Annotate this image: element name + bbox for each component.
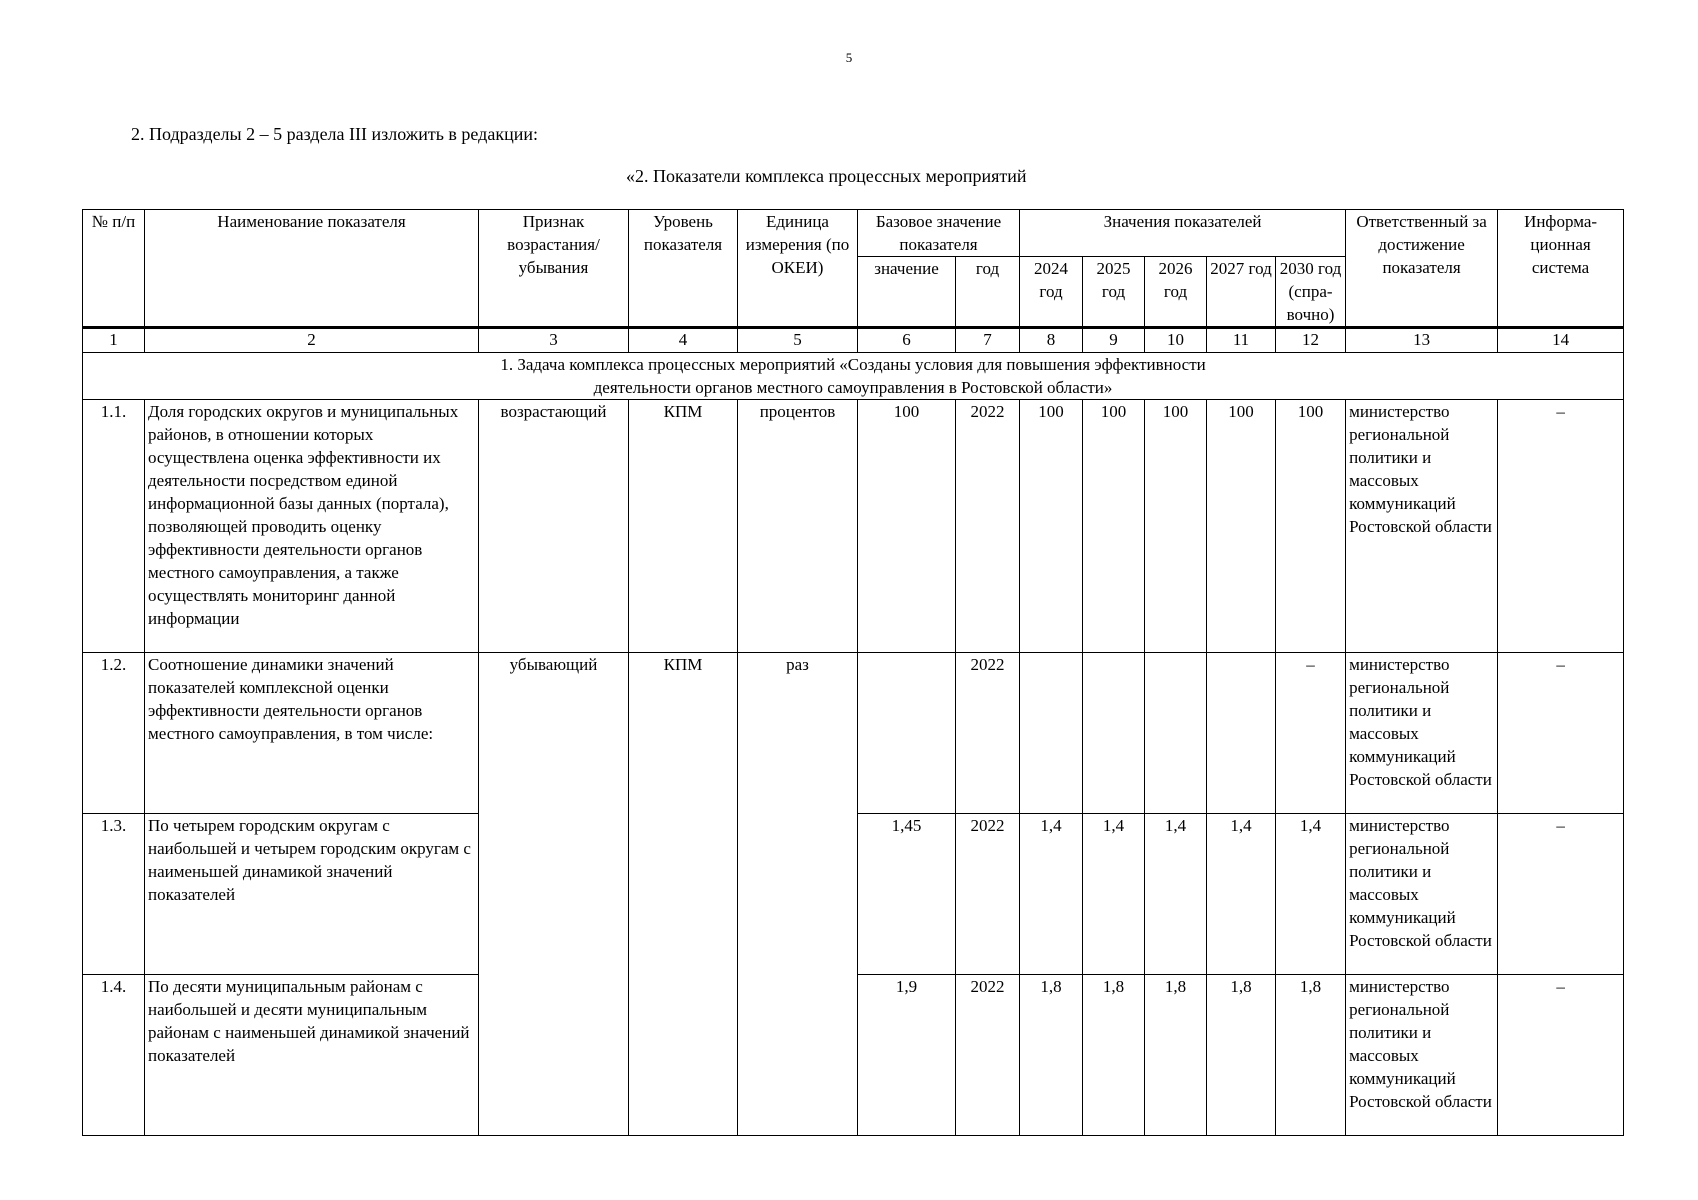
header-values: Значения показателей bbox=[1020, 210, 1346, 257]
row-responsible: министерство региональной политики и массовых коммуникаций Ростовской области bbox=[1346, 400, 1498, 653]
row-responsible: министерство региональной политики и массовых коммуникаций Ростовской области bbox=[1346, 814, 1498, 975]
row-value-2030: 100 bbox=[1276, 400, 1346, 653]
column-number: 14 bbox=[1498, 328, 1624, 353]
header-2024: 2024 год bbox=[1020, 257, 1083, 328]
column-number: 4 bbox=[629, 328, 738, 353]
header-2025: 2025 год bbox=[1083, 257, 1145, 328]
row-base-year: 2022 bbox=[956, 400, 1020, 653]
section-title: «2. Показатели комплекса процессных мероприятий bbox=[626, 166, 1027, 186]
header-responsible: Ответственный за достижение показателя bbox=[1346, 210, 1498, 328]
row-value-2027 bbox=[1207, 653, 1276, 814]
column-number: 1 bbox=[83, 328, 145, 353]
header-num: № п/п bbox=[83, 210, 145, 328]
row-value-2024: 100 bbox=[1020, 400, 1083, 653]
header-level: Уровень показателя bbox=[629, 210, 738, 328]
row-num: 1.4. bbox=[83, 975, 145, 1136]
row-base-year: 2022 bbox=[956, 653, 1020, 814]
row-system: – bbox=[1498, 653, 1624, 814]
row-level: КПМ bbox=[629, 653, 738, 1136]
row-value-2024 bbox=[1020, 653, 1083, 814]
table-row bbox=[83, 653, 1624, 814]
row-base-year: 2022 bbox=[956, 975, 1020, 1136]
row-value-2026 bbox=[1145, 653, 1207, 814]
header-unit: Единица измерения (по ОКЕИ) bbox=[738, 210, 858, 328]
header-system: Информа-ционная система bbox=[1498, 210, 1624, 328]
row-unit: раз bbox=[738, 653, 858, 1136]
column-numbers-row bbox=[83, 328, 1624, 353]
header-name: Наименование показателя bbox=[145, 210, 479, 328]
header-base: Базовое значение показателя bbox=[858, 210, 1020, 257]
row-name: Доля городских округов и муниципальных районов, в отношении которых осуществлена оценка эффективности их деятельности посредством единой информационной базы данных (портала), позволяющей проводить оценку эффективности деятельности органов местного самоуправления, а также осуществлять мониторинг данной информации bbox=[145, 400, 479, 653]
column-number: 13 bbox=[1346, 328, 1498, 353]
row-base-year: 2022 bbox=[956, 814, 1020, 975]
column-number: 9 bbox=[1083, 328, 1145, 353]
header-sign: Признак возрастания/ убывания bbox=[479, 210, 629, 328]
header-base-year: год bbox=[956, 257, 1020, 328]
header-2030: 2030 год (спра-вочно) bbox=[1276, 257, 1346, 328]
row-value-2024: 1,8 bbox=[1020, 975, 1083, 1136]
column-number: 10 bbox=[1145, 328, 1207, 353]
row-sign: возрастающий bbox=[479, 400, 629, 653]
row-value-2025: 100 bbox=[1083, 400, 1145, 653]
row-value-2027: 1,4 bbox=[1207, 814, 1276, 975]
row-name: По десяти муниципальным районам с наибольшей и десяти муниципальным районам с наименьшей динамикой значений показателей bbox=[145, 975, 479, 1136]
row-value-2026: 1,4 bbox=[1145, 814, 1207, 975]
row-value-2026: 1,8 bbox=[1145, 975, 1207, 1136]
column-number: 5 bbox=[738, 328, 858, 353]
column-number: 3 bbox=[479, 328, 629, 353]
task-title: 1. Задача комплекса процессных мероприятий «Созданы условия для повышения эффективности деятельности органов местного самоуправления в Ростовской области» bbox=[83, 353, 1624, 400]
row-num: 1.3. bbox=[83, 814, 145, 975]
row-responsible: министерство региональной политики и массовых коммуникаций Ростовской области bbox=[1346, 975, 1498, 1136]
row-value-2027: 100 bbox=[1207, 400, 1276, 653]
header-base-value: значение bbox=[858, 257, 956, 328]
task-row bbox=[83, 353, 1624, 400]
column-number: 11 bbox=[1207, 328, 1276, 353]
row-value-2025: 1,8 bbox=[1083, 975, 1145, 1136]
row-name: По четырем городским округам с наибольшей и четырем городским округам с наименьшей динамикой значений показателей bbox=[145, 814, 479, 975]
row-system: – bbox=[1498, 400, 1624, 653]
row-level: КПМ bbox=[629, 400, 738, 653]
column-number: 6 bbox=[858, 328, 956, 353]
row-value-2025 bbox=[1083, 653, 1145, 814]
row-unit: процентов bbox=[738, 400, 858, 653]
row-name: Соотношение динамики значений показателей комплексной оценки эффективности деятельности органов местного самоуправления, в том числе: bbox=[145, 653, 479, 814]
page-number: 5 bbox=[845, 50, 853, 65]
row-value-2030: 1,8 bbox=[1276, 975, 1346, 1136]
row-value-2024: 1,4 bbox=[1020, 814, 1083, 975]
column-number: 12 bbox=[1276, 328, 1346, 353]
row-base-value: 1,9 bbox=[858, 975, 956, 1136]
row-base-value: 100 bbox=[858, 400, 956, 653]
row-system: – bbox=[1498, 814, 1624, 975]
row-value-2026: 100 bbox=[1145, 400, 1207, 653]
row-value-2030: – bbox=[1276, 653, 1346, 814]
row-responsible: министерство региональной политики и массовых коммуникаций Ростовской области bbox=[1346, 653, 1498, 814]
table-row bbox=[83, 400, 1624, 653]
column-number: 7 bbox=[956, 328, 1020, 353]
header-row-1 bbox=[83, 210, 1624, 257]
intro-text: 2. Подразделы 2 – 5 раздела III изложить в редакции: bbox=[131, 124, 538, 144]
row-base-value bbox=[858, 653, 956, 814]
row-num: 1.1. bbox=[83, 400, 145, 653]
column-number: 2 bbox=[145, 328, 479, 353]
row-system: – bbox=[1498, 975, 1624, 1136]
row-value-2025: 1,4 bbox=[1083, 814, 1145, 975]
row-sign: убывающий bbox=[479, 653, 629, 1136]
column-number: 8 bbox=[1020, 328, 1083, 353]
header-2026: 2026 год bbox=[1145, 257, 1207, 328]
row-value-2027: 1,8 bbox=[1207, 975, 1276, 1136]
row-base-value: 1,45 bbox=[858, 814, 956, 975]
header-2027: 2027 год bbox=[1207, 257, 1276, 328]
row-num: 1.2. bbox=[83, 653, 145, 814]
row-value-2030: 1,4 bbox=[1276, 814, 1346, 975]
indicators-table bbox=[82, 209, 1624, 1136]
